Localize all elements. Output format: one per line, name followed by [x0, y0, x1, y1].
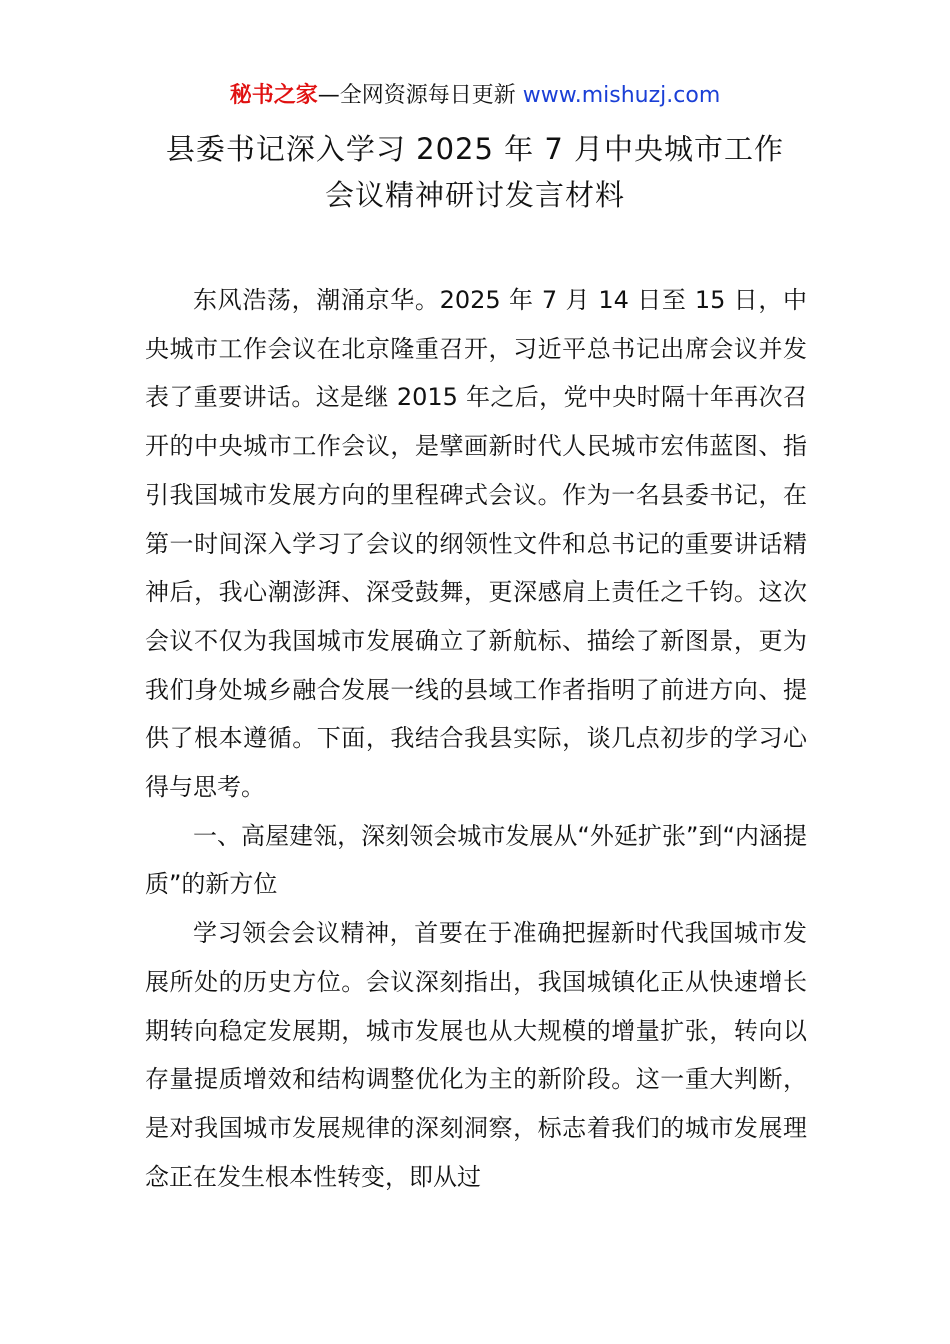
intro-paragraph: 东风浩荡，潮涌京华。2025 年 7 月 14 日至 15 日，中央城市工作会议在北京隆重召开，习近平总书记出席会议并发表了重要讲话。这是继 2015 年之后，党中央时隔十年再次召开的中央城市工作会议，是擘画新时代人民城市宏伟蓝图、指引我国城市发展方向的里程碑式会议。作为一名县委书记，在第一时间深入学习了会议的纲领性文件和总书记的重要讲话精神后，我心潮澎湃、深受鼓舞，更深感肩上责任之千钧。这次会议不仅为我国城市发展确立了新航标、描绘了新图景，更为我们身处城乡融合发展一线的县域工作者指明了前进方向、提供了根本遵循。下面，我结合我县实际，谈几点初步的学习心得与思考。 — [145, 286, 807, 802]
site-name: 秘书之家 — [229, 83, 318, 108]
site-tagline: —全网资源每日更新 — [317, 83, 523, 108]
document-title — [0, 126, 950, 218]
section-heading-1: 一、高屋建瓴，深刻领会城市发展从“外延扩张”到“内涵提质”的新方位 — [145, 821, 807, 899]
site-header — [0, 80, 950, 112]
site-url-link[interactable]: www.mishuzj.com — [522, 83, 721, 108]
document-title-line-2: 会议精神研讨发言材料 — [324, 178, 625, 212]
section-1-paragraph: 学习领会会议精神，首要在于准确把握新时代我国城市发展所处的历史方位。会议深刻指出，我国城镇化正从快速增长期转向稳定发展期，城市发展也从大规模的增量扩张，转向以存量提质增效和结构调整优化为主的新阶段。这一重大判断，是对我国城市发展规律的深刻洞察，标志着我们的城市发展理念正在发生根本性转变，即从过 — [145, 919, 807, 1191]
document-body — [145, 276, 807, 1201]
document-title-line-1: 县委书记深入学习 2025 年 7 月中央城市工作 — [165, 132, 785, 166]
